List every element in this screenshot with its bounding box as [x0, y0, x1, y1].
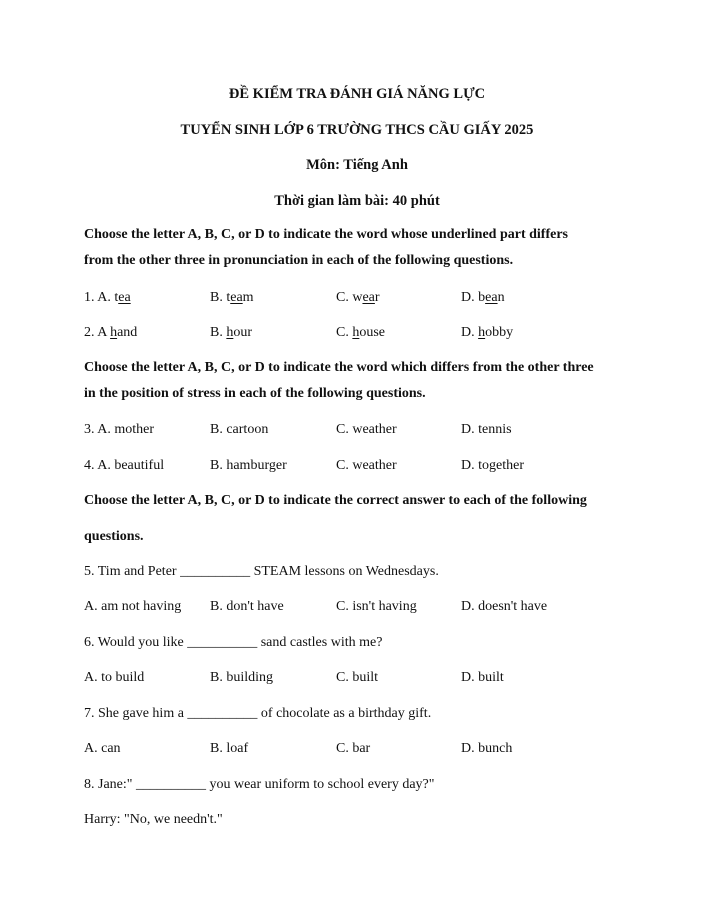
section-1-instruction [84, 222, 629, 274]
answer-option: C. wear [336, 290, 380, 305]
answer-option: A. am not having [84, 599, 182, 614]
answer-option: B. hour [210, 325, 253, 340]
answer-option: D. hobby [461, 325, 514, 340]
answer-option: B. building [210, 670, 274, 685]
instruction-line: in the position of stress in each of the following questions. [84, 386, 426, 401]
exam-subject: Môn: Tiếng Anh [306, 157, 408, 173]
underlined-part: h [226, 325, 234, 340]
answer-option: C. built [336, 670, 379, 685]
underlined-part: h [478, 325, 486, 340]
section-3-instruction: Choose the letter A, B, C, or D to indicate the correct answer to each of the following [84, 493, 587, 508]
section-2-instruction [84, 355, 629, 407]
answer-option: B. hamburger [210, 458, 287, 473]
answer-option: 2. A hand [84, 325, 138, 340]
underlined-part: ea [230, 290, 243, 305]
answer-option: B. team [210, 290, 254, 305]
underlined-part: ea [362, 290, 375, 305]
underlined-part: ea [118, 290, 131, 305]
answer-option: B. loaf [210, 741, 249, 756]
answer-option: D. together [461, 458, 524, 473]
exam-title: ĐỀ KIỂM TRA ĐÁNH GIÁ NĂNG LỰC [228, 86, 486, 102]
instruction-line: from the other three in pronunciation in each of the following questions. [84, 253, 514, 268]
answer-option: 1. A. tea [84, 290, 131, 305]
question-8-stem: 8. Jane:" __________ you wear uniform to school every day?" [84, 777, 435, 792]
answer-option: D. doesn't have [461, 599, 548, 614]
question-5-stem: 5. Tim and Peter __________ STEAM lessons on Wednesdays. [84, 564, 439, 579]
answer-option: B. cartoon [210, 422, 269, 437]
exam-time: Thời gian làm bài: 40 phút [274, 193, 440, 209]
answer-option: D. tennis [461, 422, 512, 437]
instruction-line: Choose the letter A, B, C, or D to indicate the word whose underlined part differs [84, 227, 569, 242]
answer-option: C. weather [336, 422, 397, 437]
answer-option: D. bunch [461, 741, 513, 756]
answer-option: C. bar [336, 741, 371, 756]
section-3-instruction-cont: questions. [84, 529, 144, 544]
question-6-stem: 6. Would you like __________ sand castles with me? [84, 635, 383, 650]
answer-option: B. don't have [210, 599, 284, 614]
underlined-part: ea [485, 290, 498, 305]
answer-option: D. built [461, 670, 504, 685]
answer-option: C. weather [336, 458, 397, 473]
answer-option: 3. A. mother [84, 422, 154, 437]
answer-option: D. bean [461, 290, 505, 305]
question-8-reply: Harry: "No, we needn't." [84, 812, 223, 827]
question-7-stem: 7. She gave him a __________ of chocolate as a birthday gift. [84, 706, 432, 721]
answer-option: A. to build [84, 670, 145, 685]
exam-subtitle: TUYỂN SINH LỚP 6 TRƯỜNG THCS CẦU GIẤY 2025 [180, 122, 534, 138]
answer-option: C. house [336, 325, 386, 340]
underlined-part: h [110, 325, 118, 340]
underlined-part: h [352, 325, 360, 340]
answer-option: A. can [84, 741, 121, 756]
instruction-line: Choose the letter A, B, C, or D to indicate the word which differs from the other three [84, 360, 594, 375]
answer-option: 4. A. beautiful [84, 458, 165, 473]
answer-option: C. isn't having [336, 599, 417, 614]
